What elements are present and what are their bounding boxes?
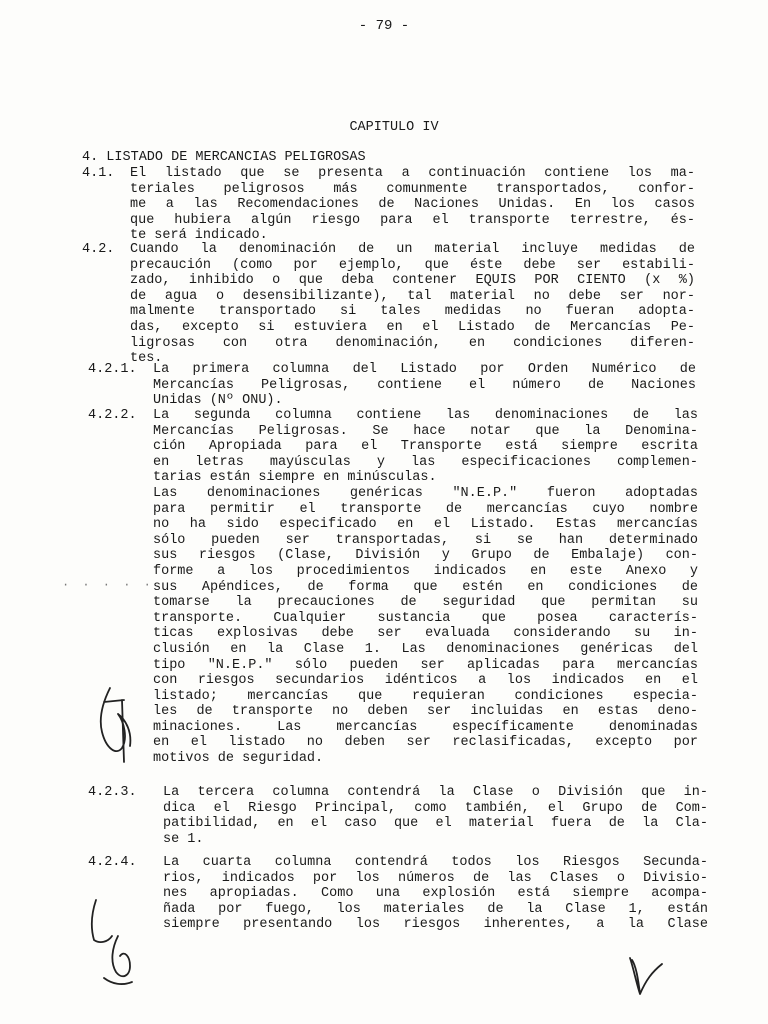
text-line: teriales peligrosos más comunmente transportados, confor-	[130, 181, 695, 197]
handwritten-signature-mark	[92, 900, 132, 984]
section-4-2-2-text	[153, 408, 698, 767]
text-line: siempre presentando los riesgos inherentes, a la Clase	[163, 917, 708, 933]
section-4-2-text	[130, 242, 695, 367]
section-4-2-3-text	[163, 785, 708, 847]
text-line: La segunda columna contiene las denominaciones de las	[153, 408, 698, 423]
page-number: - 79 -	[358, 18, 410, 34]
text-line: La cuarta columna contendrá todos los Riesgos Secunda-	[163, 855, 708, 870]
text-line: para permitir el transporte de mercancías cuyo nombre	[153, 501, 698, 517]
text-line: no ha sido especificado en el Listado. Estas mercancías	[153, 517, 698, 533]
text-line: zado, inhibido o que deba contener EQUIS POR CIENTO (x %)	[130, 273, 695, 289]
text-line: precaución (como por ejemplo, que éste debe ser estabili-	[130, 257, 695, 273]
text-line: listado; mercancías que requieran condiciones especia-	[153, 688, 698, 704]
text-line: La tercera columna contendrá la Clase o División que in-	[163, 785, 708, 800]
text-line: clusión en la Clase 1. Las denominaciones genéricas del	[153, 641, 698, 657]
text-line: forme a los procedimientos indicados en este Anexo y	[153, 563, 698, 579]
text-line: que hubiera algún riesgo para el transporte terrestre, és-	[130, 212, 695, 228]
text-line: ñada por fuego, los materiales de la Clase 1, están	[163, 901, 708, 917]
chapter-title: CAPITULO IV	[349, 120, 439, 135]
text-line: me a las Recomendaciones de Naciones Unidas. En los casos	[130, 197, 695, 213]
section-number-4-1: 4.1.	[82, 166, 115, 181]
handwritten-signature-mark	[630, 958, 662, 994]
text-line: dica el Riesgo Principal, como también, el Grupo de Com-	[163, 800, 708, 816]
section-number-4-2-4: 4.2.4.	[88, 855, 137, 870]
text-line: de agua o desensibilizante), tal material no debe ser nor-	[130, 288, 695, 304]
text-line: en letras mayúsculas y las especificaciones complemen-	[153, 454, 698, 470]
text-line: ción Apropiada para el Transporte está siempre escrita	[153, 439, 698, 455]
scan-dots: · · · · ·	[62, 578, 154, 592]
text-line: en el listado no deben ser reclasificadas, excepto por	[153, 735, 698, 751]
text-line: motivos de seguridad.	[153, 751, 324, 767]
section-4-2-1-text	[153, 362, 696, 409]
section-number-4-2-2: 4.2.2.	[88, 408, 137, 423]
text-line: La primera columna del Listado por Orden Numérico de	[153, 362, 696, 377]
text-line: sus Apéndices, de forma que estén en condiciones de	[153, 579, 698, 595]
text-line: tomarse la precauciones de seguridad que permitan su	[153, 595, 698, 611]
text-line: El listado que se presenta a continuación contiene los ma-	[130, 166, 695, 181]
text-line: Mercancías Peligrosas. Se hace notar que la Denomina-	[153, 423, 698, 439]
text-line: transporte. Cualquier sustancia que posea caracterís-	[153, 610, 698, 626]
section-number-4-2-1: 4.2.1.	[88, 362, 137, 377]
text-line: das, excepto si estuviera en el Listado de Mercancías Pe-	[130, 319, 695, 335]
text-line: tarias están siempre en minúsculas.	[153, 470, 437, 486]
text-line: malmente transportado si tales medidas no fueran adopta-	[130, 304, 695, 320]
text-line: les de transporte no deben ser incluidas en estas deno-	[153, 704, 698, 720]
text-line: Mercancías Peligrosas, contiene el número de Naciones	[153, 377, 696, 393]
text-line: Unidas (Nº ONU).	[153, 393, 283, 409]
text-line: te será indicado.	[130, 228, 268, 244]
text-line: Cuando la denominación de un material incluye medidas de	[130, 242, 695, 257]
text-line: ligrosas con otra denominación, en condiciones diferen-	[130, 335, 695, 351]
text-line: se 1.	[163, 831, 204, 847]
text-line: con riesgos secundarios idénticos a los indicados en el	[153, 673, 698, 689]
handwritten-initial-mark	[101, 688, 131, 751]
text-line: rios, indicados por los números de las Clases o Divisio-	[163, 870, 708, 886]
text-line: sólo pueden ser transportadas, si se han determinado	[153, 532, 698, 548]
handwritten-stroke	[122, 700, 124, 762]
text-line: minaciones. Las mercancías específicamente denominadas	[153, 719, 698, 735]
text-line: sus riesgos (Clase, División y Grupo de Embalaje) con-	[153, 548, 698, 564]
section-4-1-text	[130, 166, 695, 244]
text-line: tes.	[130, 351, 163, 367]
text-line: ticas explosivas debe ser evaluada considerando su in-	[153, 626, 698, 642]
text-line: Las denominaciones genéricas "N.E.P." fueron adoptadas	[153, 485, 698, 501]
text-line: tipo "N.E.P." sólo pueden ser aplicadas para mercancías	[153, 657, 698, 673]
section-number-4-2-3: 4.2.3.	[88, 785, 137, 800]
text-line: nes apropiadas. Como una explosión está siempre acompa-	[163, 886, 708, 902]
text-line: patibilidad, en el caso que el material fuera de la Cla-	[163, 816, 708, 832]
section-4-2-4-text	[163, 855, 708, 933]
section-heading: 4. LISTADO DE MERCANCIAS PELIGROSAS	[82, 150, 366, 165]
section-number-4-2: 4.2.	[82, 242, 115, 257]
